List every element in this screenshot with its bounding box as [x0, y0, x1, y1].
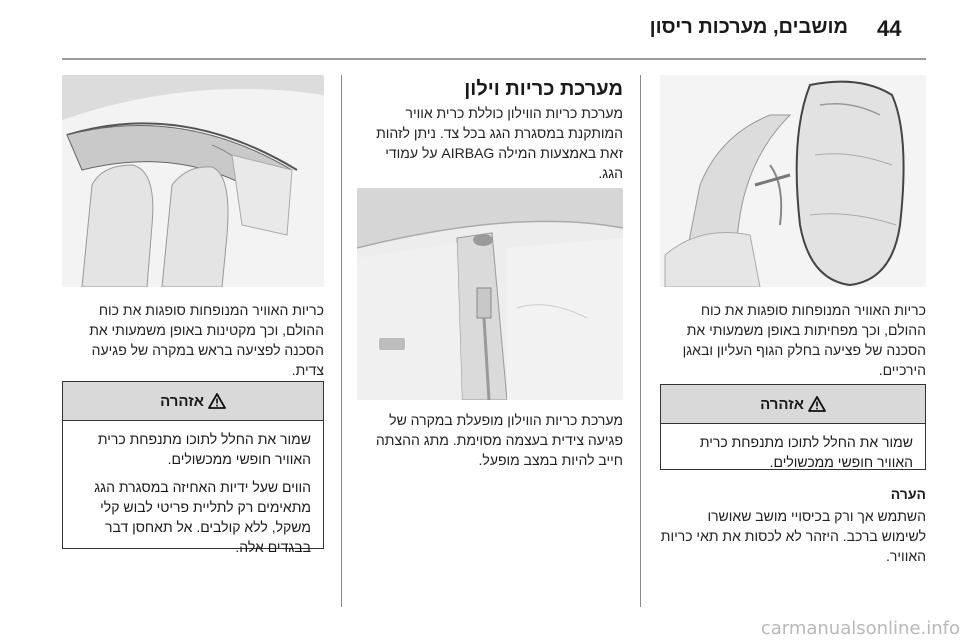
- page-title: מושבים, מערכות ריסון: [649, 16, 848, 38]
- page-header: [0, 0, 960, 60]
- warning-body: [63, 421, 323, 565]
- warning-body: [661, 424, 925, 480]
- warning-paragraph: שמור את החלל לתוכו מתנפחת כרית האוויר חופשי ממכשולים.: [97, 431, 311, 467]
- warning-box-left: [62, 381, 324, 555]
- note-title: הערה: [890, 486, 926, 502]
- right-caption: כריות האוויר המנופחות סופגות את כוח ההולם, וכך מפחיתות באופן משמעותי את הסכנה של פציעה בחלק הגוף העליון ובאגן הירכיים.: [682, 302, 926, 378]
- warning-paragraph: שמור את החלל לתוכו מתנפחת כרית האוויר חופשי ממכשולים.: [699, 434, 913, 470]
- curtain-airbag-deployed-illustration: [62, 75, 324, 287]
- roof-pillar-airbag-label-illustration: [357, 188, 623, 400]
- warning-header: [63, 382, 323, 421]
- warning-triangle-icon: [808, 396, 826, 412]
- page-number: 44: [877, 16, 902, 41]
- column-divider-left: [341, 75, 342, 607]
- curtain-airbag-intro: מערכת כריות הווילון כוללת כרית אוויר המותקנת במסגרת הגג בכל צד. ניתן לזהות זאת באמצעות המילה AIRBAG על עמודי הגג.: [376, 105, 623, 181]
- seat-side-airbag-illustration: [660, 75, 926, 287]
- column-divider-right: [640, 75, 641, 607]
- watermark: carmanualsonline.info: [760, 618, 960, 639]
- warning-label: אזהרה: [160, 392, 204, 410]
- note-text: השתמש אך ורק בכיסויי מושב שאושרו לשימוש ברכב. היזהר לא לכסות את תאי כריות האוויר.: [660, 508, 926, 564]
- warning-label: אזהרה: [760, 395, 804, 413]
- header-divider: [62, 58, 926, 60]
- left-caption: כריות האוויר המנופחות סופגות את כוח ההולם, וכך מקטינות באופן משמעותי את הסכנה לפציעה בראש במקרה של פגיעה צדית.: [89, 302, 324, 378]
- warning-triangle-icon: [208, 393, 226, 409]
- warning-header: [661, 385, 925, 424]
- warning-box-right: [660, 384, 926, 470]
- curtain-airbag-activation: מערכת כריות הווילון מופעלת במקרה של פגיעה צידית בעצמה מסוימת. מתג ההצתה חייב להיות במצב מופעל.: [375, 412, 623, 468]
- warning-paragraph: הווים שעל ידיות האחיזה במסגרת הגג מתאימים רק לתליית פריטי לבוש קלי משקל, ללא קולבים. אל תאחסן דבר בבגדים אלה.: [94, 479, 311, 555]
- curtain-drawing: [62, 75, 324, 287]
- pillar-drawing: [357, 188, 623, 400]
- section-title-curtain-airbags: מערכת כריות וילון: [464, 78, 623, 100]
- seat-airbag-drawing: [660, 75, 926, 287]
